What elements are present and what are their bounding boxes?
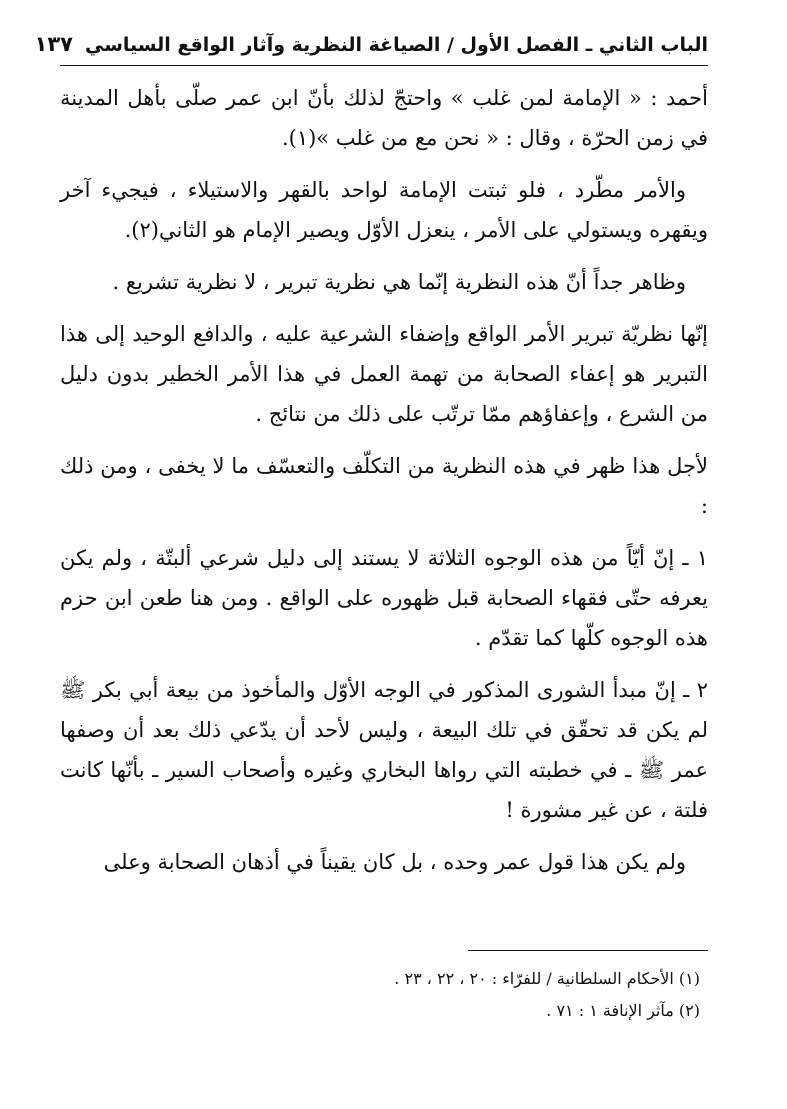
running-header xyxy=(34,30,708,66)
paragraph-legitimization: إنّها نظريّة تبرير الأمر الواقع وإضفاء الشرعية عليه ، والدافع الوحيد إلى هذا التبرير هو إعفاء الصحابة من تهمة العمل في هذا الأمر الخطير بدون دليل من الشرع ، وإعفاؤهم ممّا ترتّب على ذلك من نتائج . xyxy=(60,322,708,426)
paragraph-continuation: أحمد : « الإمامة لمن غلب » واحتجّ لذلك بأنّ ابن عمر صلّى بأهل المدينة في زمن الحرّة ، وقال : « نحن مع من غلب »(١). xyxy=(60,86,708,150)
footnote-2: (٢) مآثر الإنافة ١ : ٧١ . xyxy=(546,1001,700,1020)
paragraph-justification-theory: وظاهر جداً أنّ هذه النظرية إنّما هي نظرية تبرير ، لا نظرية تشريع . xyxy=(112,270,686,294)
body-text xyxy=(60,78,708,882)
footnotes xyxy=(60,950,708,1027)
footnote-divider xyxy=(468,950,708,951)
paragraph-consequences-intro: لأجل هذا ظهر في هذه النظرية من التكلّف والتعسّف ما لا يخفى ، ومن ذلك : xyxy=(60,454,708,518)
paragraph-closing: ولم يكن هذا قول عمر وحده ، بل كان يقيناً في أذهان الصحابة وعلى xyxy=(103,850,686,874)
point-two: ٢ ـ إنّ مبدأ الشورى المذكور في الوجه الأوّل والمأخوذ من بيعة أبي بكر ﷺ لم يكن قد تحقّق في تلك البيعة ، وليس لأحد أن يدّعي ذلك بعد أن وصفها عمر ﷺ ـ في خطبته التي رواها البخاري وغيره وأصحاب السير ـ بأنّها كانت فلتة ، عن غير مشورة ! xyxy=(60,678,708,822)
book-page xyxy=(34,30,708,894)
point-one: ١ ـ إنّ أيّاً من هذه الوجوه الثلاثة لا يستند إلى دليل شرعي ألبتّة ، ولم يكن يعرفه حتّى فقهاء الصحابة قبل ظهوره على الواقع . ومن هنا طعن ابن حزم هذه الوجوه كلّها كما تقدّم . xyxy=(60,546,708,650)
paragraph-conquest-order: والأمر مطّرد ، فلو ثبتت الإمامة لواحد بالقهر والاستيلاء ، فيجيء آخر ويقهره ويستولي على الأمر ، ينعزل الأوّل ويصير الإمام هو الثاني(٢). xyxy=(60,178,708,242)
running-title: الباب الثاني ـ الفصل الأول / الصياغة النظرية وآثار الواقع السياسي xyxy=(84,34,708,56)
footnote-1: (١) الأحكام السلطانية / للفرّاء : ٢٠ ، ٢٢ ، ٢٣ . xyxy=(394,969,700,988)
page-number: ١٣٧ xyxy=(34,32,73,56)
